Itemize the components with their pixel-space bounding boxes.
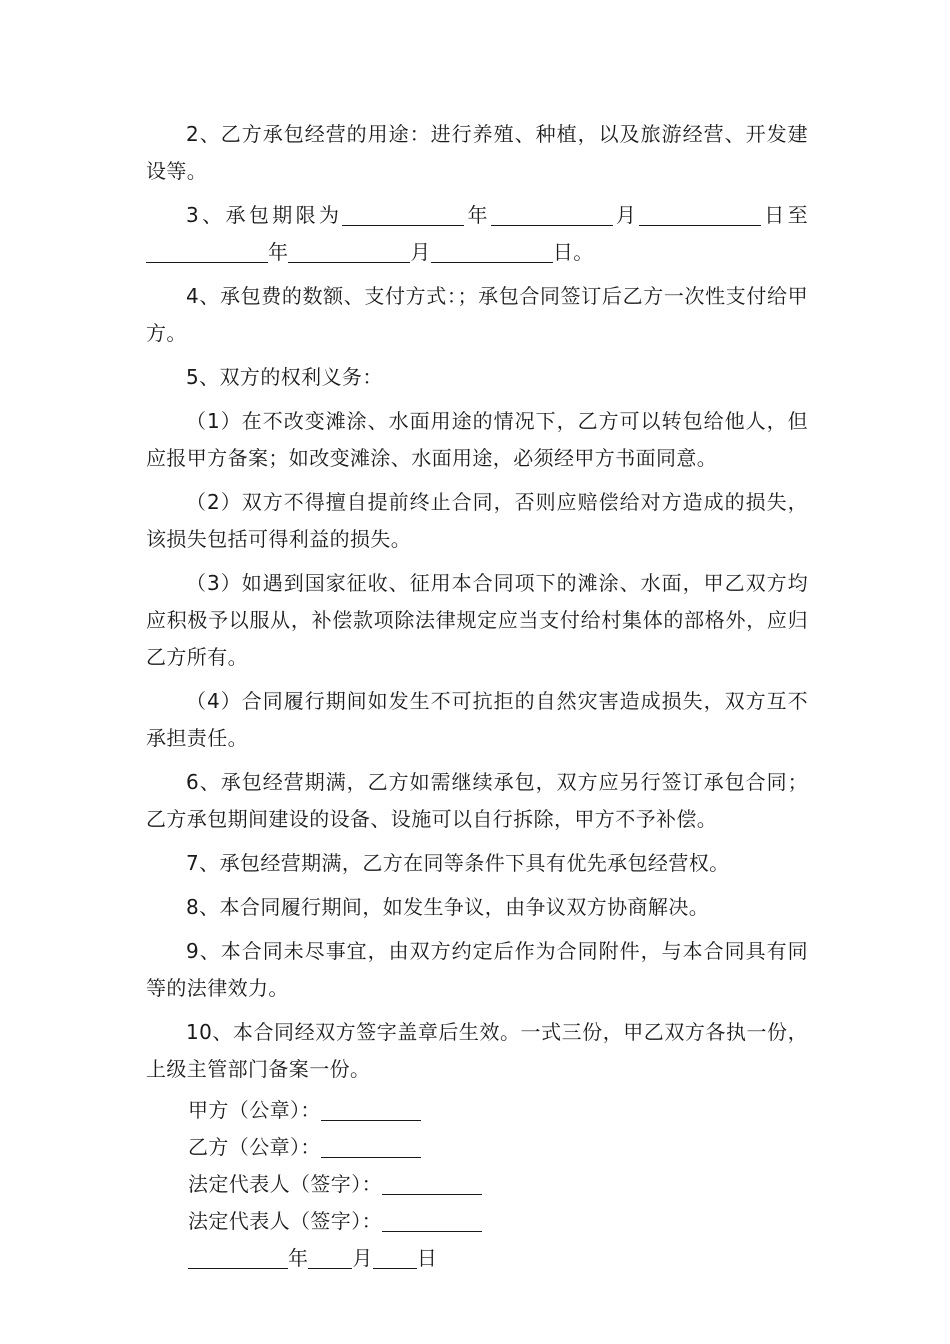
clause-5-3: （3）如遇到国家征收、征用本合同项下的滩涂、水面，甲乙双方均应积极予以服从，补偿款项除法律规定应当支付给村集体的部格外，应归乙方所有。 — [146, 571, 808, 669]
date-year-label: 年 — [288, 1246, 309, 1270]
clause-6: 6、承包经营期满，乙方如需继续承包，双方应另行签订承包合同；乙方承包期间建设的设备、设施可以自行拆除，甲方不予补偿。 — [146, 770, 808, 831]
clause-4: 4、承包费的数额、支付方式：；承包合同签订后乙方一次性支付给甲方。 — [146, 284, 808, 345]
date-month-label: 月 — [352, 1246, 373, 1270]
party-b-signature-line — [146, 1132, 808, 1162]
rep-2-signature-line — [146, 1206, 808, 1236]
clause-8: 8、本合同履行期间，如发生争议，由争议双方协商解决。 — [186, 895, 710, 919]
end-month-blank[interactable] — [288, 240, 410, 263]
rep-2-label: 法定代表人（签字）： — [188, 1209, 382, 1233]
start-year-blank[interactable] — [342, 203, 464, 226]
date-day-blank[interactable] — [373, 1246, 417, 1269]
rep-2-blank[interactable] — [382, 1209, 482, 1232]
clause-5: 5、双方的权利义务： — [186, 365, 383, 389]
clause-3-day-end: 日。 — [552, 240, 594, 264]
clause-5-2: （2）双方不得擅自提前终止合同，否则应赔偿给对方造成的损失，该损失包括可得利益的损失。 — [146, 490, 808, 551]
start-month-blank[interactable] — [491, 203, 613, 226]
clause-3-year-2: 年 — [268, 240, 289, 264]
clause-5-4: （4）合同履行期间如发生不可抗拒的自然灾害造成损失，双方互不承担责任。 — [146, 689, 808, 750]
party-b-blank[interactable] — [321, 1135, 421, 1158]
end-day-blank[interactable] — [431, 240, 553, 263]
clause-10: 10、本合同经双方签字盖章后生效。一式三份，甲乙双方各执一份，上级主管部门备案一份。 — [146, 1020, 808, 1081]
party-a-label: 甲方（公章）： — [188, 1098, 321, 1122]
clause-3 — [146, 197, 808, 271]
clause-9: 9、本合同未尽事宜，由双方约定后作为合同附件，与本合同具有同等的法律效力。 — [146, 939, 808, 1000]
rep-1-label: 法定代表人（签字）： — [188, 1172, 382, 1196]
clause-3-prefix: 3、承包期限为 — [186, 203, 343, 227]
clause-7: 7、承包经营期满，乙方在同等条件下具有优先承包经营权。 — [186, 851, 730, 875]
date-month-blank[interactable] — [308, 1246, 352, 1269]
date-day-label: 日 — [416, 1246, 438, 1270]
start-day-blank[interactable] — [639, 203, 761, 226]
clause-5-1: （1）在不改变滩涂、水面用途的情况下，乙方可以转包给他人，但应报甲方备案；如改变滩涂、水面用途，必须经甲方书面同意。 — [146, 409, 808, 470]
clause-3-year: 年 — [464, 203, 491, 227]
end-year-blank[interactable] — [146, 240, 268, 263]
clause-3-day-to: 日至 — [761, 203, 809, 227]
contract-body — [146, 116, 808, 1280]
clause-3-month-2: 月 — [410, 240, 431, 264]
party-a-blank[interactable] — [321, 1098, 421, 1121]
party-b-label: 乙方（公章）： — [188, 1135, 321, 1159]
date-line — [146, 1243, 808, 1273]
rep-1-signature-line — [146, 1169, 808, 1199]
clause-2: 2、乙方承包经营的用途：进行养殖、种植，以及旅游经营、开发建设等。 — [146, 122, 808, 183]
party-a-signature-line — [146, 1095, 808, 1125]
rep-1-blank[interactable] — [382, 1172, 482, 1195]
date-year-blank[interactable] — [188, 1246, 288, 1269]
clause-3-month: 月 — [612, 203, 640, 227]
